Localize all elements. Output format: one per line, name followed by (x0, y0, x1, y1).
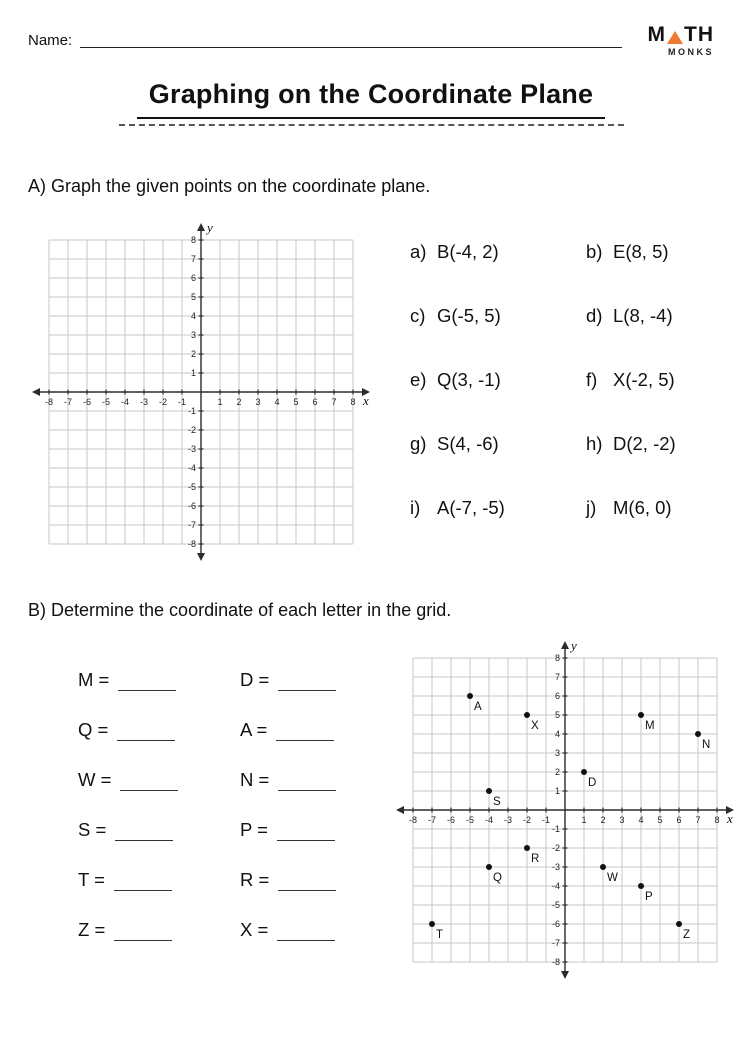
svg-text:-5: -5 (465, 815, 475, 825)
svg-text:6: 6 (190, 273, 196, 283)
section-a-content (28, 219, 714, 570)
point-item (586, 369, 676, 391)
answer-item (240, 669, 392, 691)
point-item (410, 433, 580, 455)
answer-blanks (78, 669, 392, 941)
svg-text:M: M (645, 720, 655, 732)
svg-text:-8: -8 (44, 397, 54, 407)
point-key: h) (586, 433, 603, 454)
answer-blank-line[interactable] (278, 774, 336, 791)
point-text: E(8, 5) (613, 241, 669, 262)
svg-text:1: 1 (190, 368, 196, 378)
coordinate-grid-b (392, 637, 738, 988)
answer-letter: N = (240, 769, 270, 790)
answer-item (240, 719, 392, 741)
point-text: G(-5, 5) (437, 305, 501, 326)
point-text: D(2, -2) (613, 433, 676, 454)
answer-blank-line[interactable] (114, 924, 172, 941)
answer-blank-line[interactable] (278, 874, 336, 891)
header (0, 0, 742, 57)
point-text: X(-2, 5) (613, 369, 675, 390)
svg-text:-4: -4 (484, 815, 494, 825)
svg-text:N: N (702, 739, 711, 751)
svg-text:-1: -1 (551, 824, 560, 834)
name-input-line[interactable] (80, 34, 621, 48)
answer-blank-line[interactable] (276, 724, 334, 741)
point-key: c) (410, 305, 426, 326)
svg-text:-5: -5 (101, 397, 111, 407)
answer-blank-line[interactable] (120, 774, 178, 791)
answer-item (78, 869, 230, 891)
answer-item (78, 819, 230, 841)
svg-text:8: 8 (190, 235, 196, 245)
svg-text:7: 7 (695, 815, 701, 825)
svg-text:-6: -6 (187, 501, 196, 511)
answer-letter: M = (78, 669, 110, 690)
point-item (586, 241, 676, 263)
answer-letter: A = (240, 719, 268, 740)
svg-text:5: 5 (554, 710, 560, 720)
svg-text:-4: -4 (120, 397, 130, 407)
answer-letter: R = (240, 869, 270, 890)
svg-text:-6: -6 (446, 815, 456, 825)
point-key: e) (410, 369, 427, 390)
coordinate-grid-a (28, 219, 374, 570)
svg-text:y: y (207, 220, 213, 235)
svg-text:1: 1 (581, 815, 587, 825)
point-key: f) (586, 369, 598, 390)
svg-text:8: 8 (350, 397, 356, 407)
answer-blank-line[interactable] (277, 824, 335, 841)
logo-subtext: MONKS (668, 47, 714, 57)
svg-text:-1: -1 (187, 406, 196, 416)
svg-text:4: 4 (190, 311, 196, 321)
svg-text:-7: -7 (551, 938, 560, 948)
logo-text-th: TH (684, 23, 714, 46)
svg-text:-8: -8 (187, 539, 196, 549)
svg-text:-5: -5 (187, 482, 196, 492)
logo-triangle-icon (667, 31, 683, 44)
point-text: S(4, -6) (437, 433, 499, 454)
title-block (0, 79, 742, 126)
svg-text:P: P (645, 891, 653, 903)
answer-item (78, 669, 230, 691)
svg-text:S: S (493, 796, 501, 808)
answer-letter: Z = (78, 919, 106, 940)
point-item (410, 305, 580, 327)
svg-text:-7: -7 (63, 397, 73, 407)
answer-letter: D = (240, 669, 270, 690)
svg-text:x: x (363, 393, 369, 408)
answer-blank-line[interactable] (277, 924, 335, 941)
svg-text:7: 7 (331, 397, 337, 407)
point-key: a) (410, 241, 427, 262)
svg-text:-7: -7 (427, 815, 437, 825)
svg-text:7: 7 (190, 254, 196, 264)
title-dashed-divider (119, 124, 624, 126)
answer-item (240, 819, 392, 841)
svg-text:-3: -3 (187, 444, 196, 454)
svg-text:7: 7 (554, 672, 560, 682)
svg-text:4: 4 (554, 729, 560, 739)
svg-text:2: 2 (236, 397, 242, 407)
answer-letter: T = (78, 869, 105, 890)
section-a-heading: A) Graph the given points on the coordinate plane. (28, 176, 431, 196)
svg-text:6: 6 (676, 815, 682, 825)
point-text: L(8, -4) (613, 305, 673, 326)
answer-item (78, 769, 230, 791)
svg-text:-4: -4 (187, 463, 196, 473)
answer-blank-line[interactable] (114, 874, 172, 891)
math-monks-logo (648, 24, 715, 57)
answer-blank-line[interactable] (117, 724, 175, 741)
point-key: j) (586, 497, 597, 518)
point-text: B(-4, 2) (437, 241, 499, 262)
point-item (586, 433, 676, 455)
svg-text:-2: -2 (522, 815, 532, 825)
svg-text:-2: -2 (158, 397, 168, 407)
svg-text:1: 1 (217, 397, 223, 407)
svg-text:-1: -1 (177, 397, 187, 407)
svg-text:-4: -4 (551, 881, 560, 891)
svg-text:-3: -3 (139, 397, 149, 407)
svg-text:2: 2 (554, 767, 560, 777)
answer-item (78, 919, 230, 941)
svg-text:3: 3 (619, 815, 625, 825)
point-item (410, 369, 580, 391)
svg-text:-6: -6 (82, 397, 92, 407)
svg-text:y: y (571, 638, 577, 653)
logo-text-m: M (647, 23, 666, 46)
svg-text:6: 6 (312, 397, 318, 407)
svg-text:8: 8 (554, 653, 560, 663)
answer-letter: W = (78, 769, 112, 790)
svg-text:-7: -7 (187, 520, 196, 530)
svg-text:3: 3 (554, 748, 560, 758)
answer-blank-line[interactable] (278, 674, 336, 691)
logo-wordmark (648, 24, 715, 45)
svg-text:-8: -8 (408, 815, 418, 825)
svg-text:5: 5 (293, 397, 299, 407)
point-item (410, 497, 580, 519)
point-item (410, 241, 580, 263)
point-item (586, 305, 676, 327)
point-item (586, 497, 676, 519)
svg-text:-6: -6 (551, 919, 560, 929)
answer-item (240, 869, 392, 891)
section-b (0, 600, 742, 988)
answer-item (240, 919, 392, 941)
svg-text:R: R (531, 853, 540, 865)
answer-letter: P = (240, 819, 268, 840)
svg-text:2: 2 (190, 349, 196, 359)
svg-text:Q: Q (493, 872, 502, 884)
svg-text:X: X (531, 720, 539, 732)
point-text: A(-7, -5) (437, 497, 505, 518)
point-key: g) (410, 433, 427, 454)
svg-text:2: 2 (600, 815, 606, 825)
point-key: b) (586, 241, 603, 262)
svg-text:4: 4 (274, 397, 280, 407)
svg-text:T: T (436, 929, 444, 941)
svg-text:4: 4 (638, 815, 644, 825)
svg-text:-1: -1 (541, 815, 551, 825)
svg-text:-8: -8 (551, 957, 560, 967)
page-title: Graphing on the Coordinate Plane (137, 79, 605, 119)
svg-text:x: x (727, 811, 733, 826)
section-b-content (28, 637, 733, 988)
point-key: d) (586, 305, 603, 326)
answer-letter: S = (78, 819, 107, 840)
points-list (410, 241, 676, 570)
svg-text:-5: -5 (551, 900, 560, 910)
answer-item (240, 769, 392, 791)
point-text: Q(3, -1) (437, 369, 501, 390)
answer-letter: Q = (78, 719, 109, 740)
point-key: i) (410, 497, 421, 518)
svg-text:-3: -3 (551, 862, 560, 872)
answer-letter: X = (240, 919, 269, 940)
svg-text:1: 1 (554, 786, 560, 796)
svg-text:3: 3 (190, 330, 196, 340)
svg-text:-2: -2 (187, 425, 196, 435)
svg-text:-3: -3 (503, 815, 513, 825)
svg-text:Z: Z (683, 929, 691, 941)
svg-text:3: 3 (255, 397, 261, 407)
answer-blank-line[interactable] (118, 674, 176, 691)
section-a (0, 176, 742, 570)
point-text: M(6, 0) (613, 497, 672, 518)
name-label: Name: (28, 32, 73, 49)
svg-text:A: A (474, 701, 482, 713)
svg-text:D: D (588, 777, 597, 789)
svg-text:8: 8 (714, 815, 720, 825)
section-b-heading: B) Determine the coordinate of each letter in the grid. (28, 600, 452, 620)
answer-item (78, 719, 230, 741)
svg-text:6: 6 (554, 691, 560, 701)
answer-blank-line[interactable] (115, 824, 173, 841)
svg-text:5: 5 (657, 815, 663, 825)
svg-text:5: 5 (190, 292, 196, 302)
svg-text:-2: -2 (551, 843, 560, 853)
svg-text:W: W (607, 872, 618, 884)
